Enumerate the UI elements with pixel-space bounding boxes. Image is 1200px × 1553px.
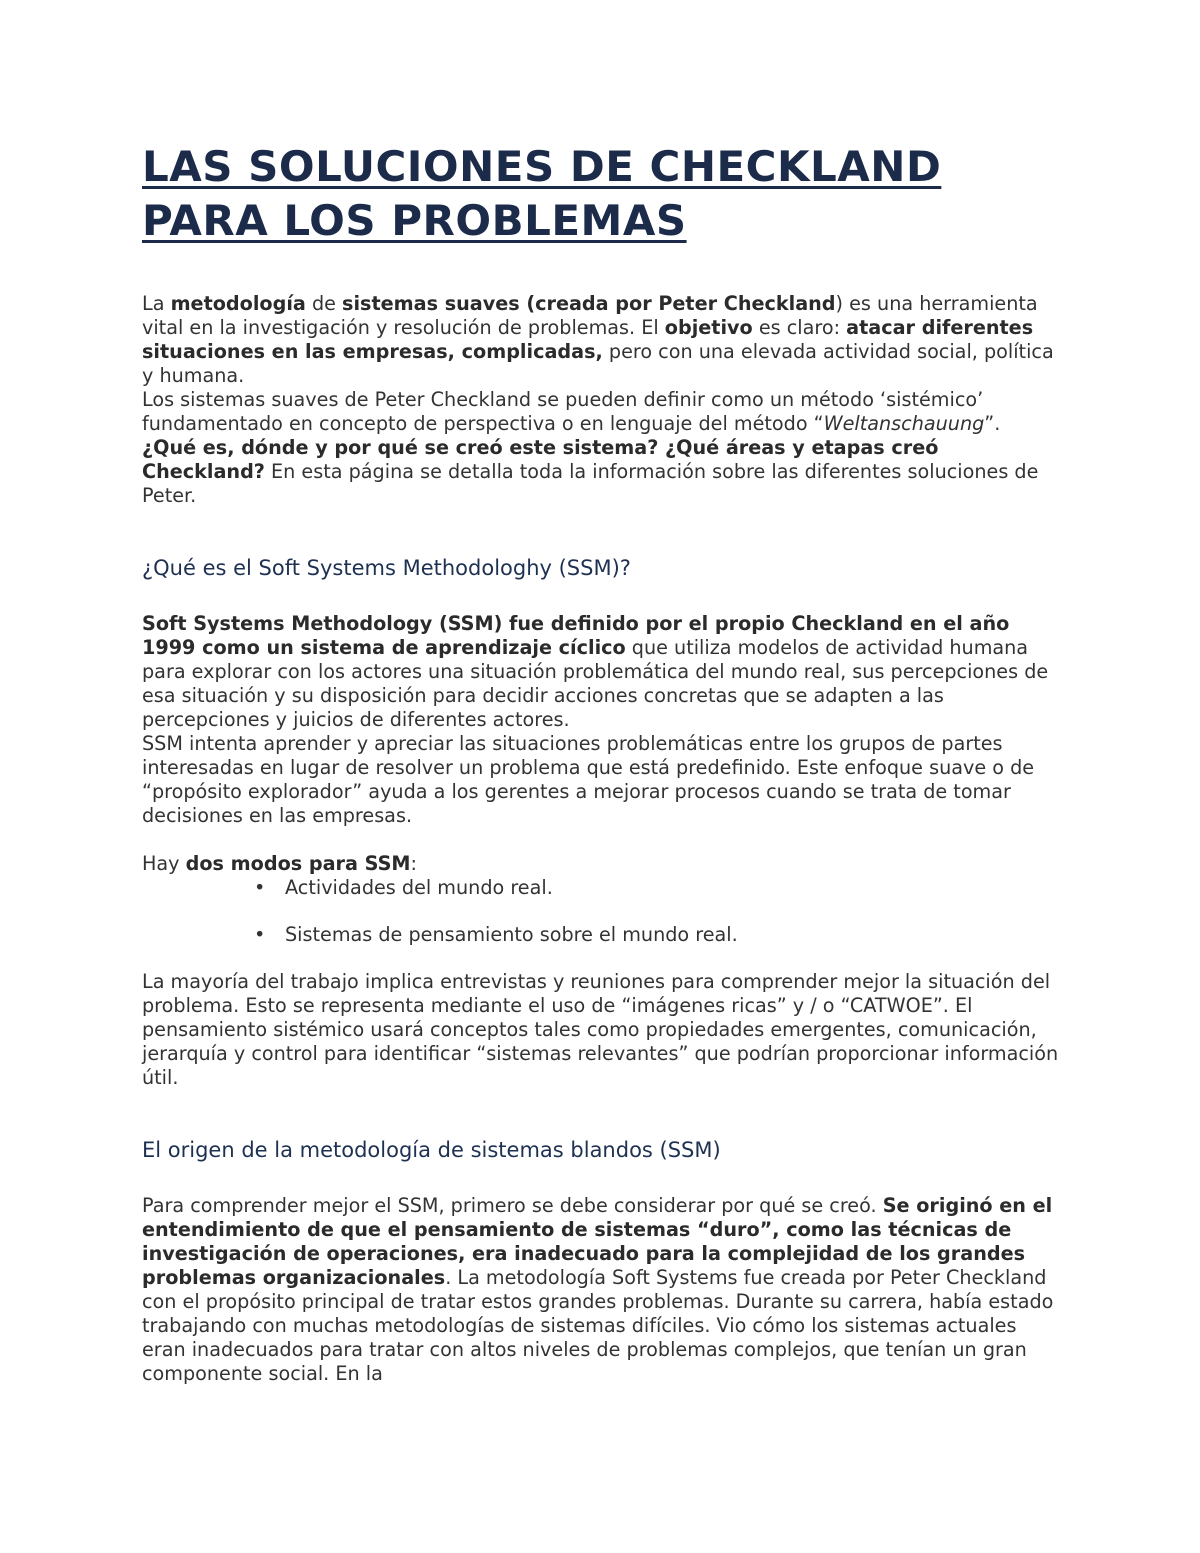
weltanschauung-text-1: Los sistemas suaves de Peter Checkland se pueden definir como un método ‘sistémico’ fundamentado en concepto de perspectiva o en lenguaje del método “	[142, 388, 984, 435]
ssm-learning-paragraph: SSM intenta aprender y apreciar las situaciones problemáticas entre los grupos de partes interesadas en lugar de resolver un problema que está predefinido. Este enfoque suave o de “propósito explorador” ayuda a los gerentes a mejorar procesos cuando se trata de tomar decisiones en las empresas.	[142, 732, 1035, 827]
questions-text: En esta página se detalla toda la información sobre las diferentes soluciones de Peter.	[142, 460, 1039, 507]
bullet-icon: •	[254, 876, 266, 899]
ssm-definition-text: que utiliza modelos de actividad humana para explorar con los actores una situación problemática del mundo real, sus percepciones de esa situación y su disposición para decidir acciones concretas que se adapten a las percepciones y juicios de diferentes actores.	[142, 636, 1049, 731]
ssm-definition-paragraph	[142, 612, 1062, 732]
intro-text-1: La	[142, 292, 171, 315]
origen-heading: El origen de la metodología de sistemas blandos (SSM)	[142, 1138, 721, 1162]
ssm-heading: ¿Qué es el Soft Systems Methodologhy (SSM)?	[142, 556, 631, 580]
origen-paragraph	[142, 1194, 1062, 1386]
questions-bold: ¿Qué es, dónde y por qué se creó este sistema? ¿Qué áreas y etapas creó Checkland?	[142, 436, 939, 483]
intro-paragraph	[142, 292, 1062, 388]
intro-bold-objetivo: objetivo	[664, 316, 753, 339]
bullet-icon: •	[254, 923, 266, 946]
intro-text-5: pero con una elevada actividad social, política y humana.	[142, 340, 1054, 387]
intro-text-4: es claro:	[752, 316, 847, 339]
ssm-definition-bold: Soft Systems Methodology (SSM) fue definido por el propio Checkland en el año 1999 como un sistema de aprendizaje cíclico	[142, 612, 1010, 659]
intro-text-3: ) es una herramienta vital en la investigación y resolución de problemas. El	[142, 292, 1038, 339]
modes-paragraph	[142, 852, 1062, 876]
questions-paragraph	[142, 436, 1062, 508]
modes-bold: dos modos para SSM	[185, 852, 411, 875]
document-page	[142, 140, 1062, 1386]
origen-bold: Se originó en el entendimiento de que el pensamiento de sistemas “duro”, como las técnicas de investigación de operaciones, era inadecuado para la complejidad de los grandes problemas organizacionales	[142, 1194, 1053, 1289]
weltanschauung-italic: Weltanschauung	[823, 412, 985, 435]
page-title: LAS SOLUCIONES DE CHECKLAND PARA LOS PROBLEMAS	[142, 142, 942, 245]
origen-text-2: . La metodología Soft Systems fue creada por Peter Checkland con el propósito principal de tratar estos grandes problemas. Durante su carrera, había estado trabajando con muchas metodologías de sistemas difíciles. Vio cómo los sistemas actuales eran inadecuados para tratar con altos niveles de problemas complejos, que tenían un gran componente social. En la	[142, 1266, 1054, 1385]
intro-text-2: de	[305, 292, 343, 315]
list-item	[254, 923, 1062, 947]
origen-text-1: Para comprender mejor el SSM, primero se debe considerar por qué se creó.	[142, 1194, 883, 1217]
list-item-text: Sistemas de pensamiento sobre el mundo real.	[285, 923, 738, 946]
modes-text-1: Hay	[142, 852, 186, 875]
modes-text-2: :	[410, 852, 417, 875]
intro-bold-sistemas-suaves: sistemas suaves (creada por Peter Checkland	[342, 292, 836, 315]
weltanschauung-paragraph	[142, 388, 1062, 436]
list-item-text: Actividades del mundo real.	[285, 876, 553, 899]
list-item	[254, 876, 1062, 900]
weltanschauung-text-2: ”.	[984, 412, 1001, 435]
intro-bold-metodologia: metodología	[170, 292, 306, 315]
modes-list	[142, 876, 1062, 947]
intro-bold-atacar: atacar diferentes situaciones en las empresas, complicadas,	[142, 316, 1034, 363]
mayoria-paragraph: La mayoría del trabajo implica entrevistas y reuniones para comprender mejor la situación del problema. Esto se representa mediante el uso de “imágenes ricas” y / o “CATWOE”. El pensamiento sistémico usará conceptos tales como propiedades emergentes, comunicación, jerarquía y control para identificar “sistemas relevantes” que podrían proporcionar información útil.	[142, 970, 1059, 1089]
